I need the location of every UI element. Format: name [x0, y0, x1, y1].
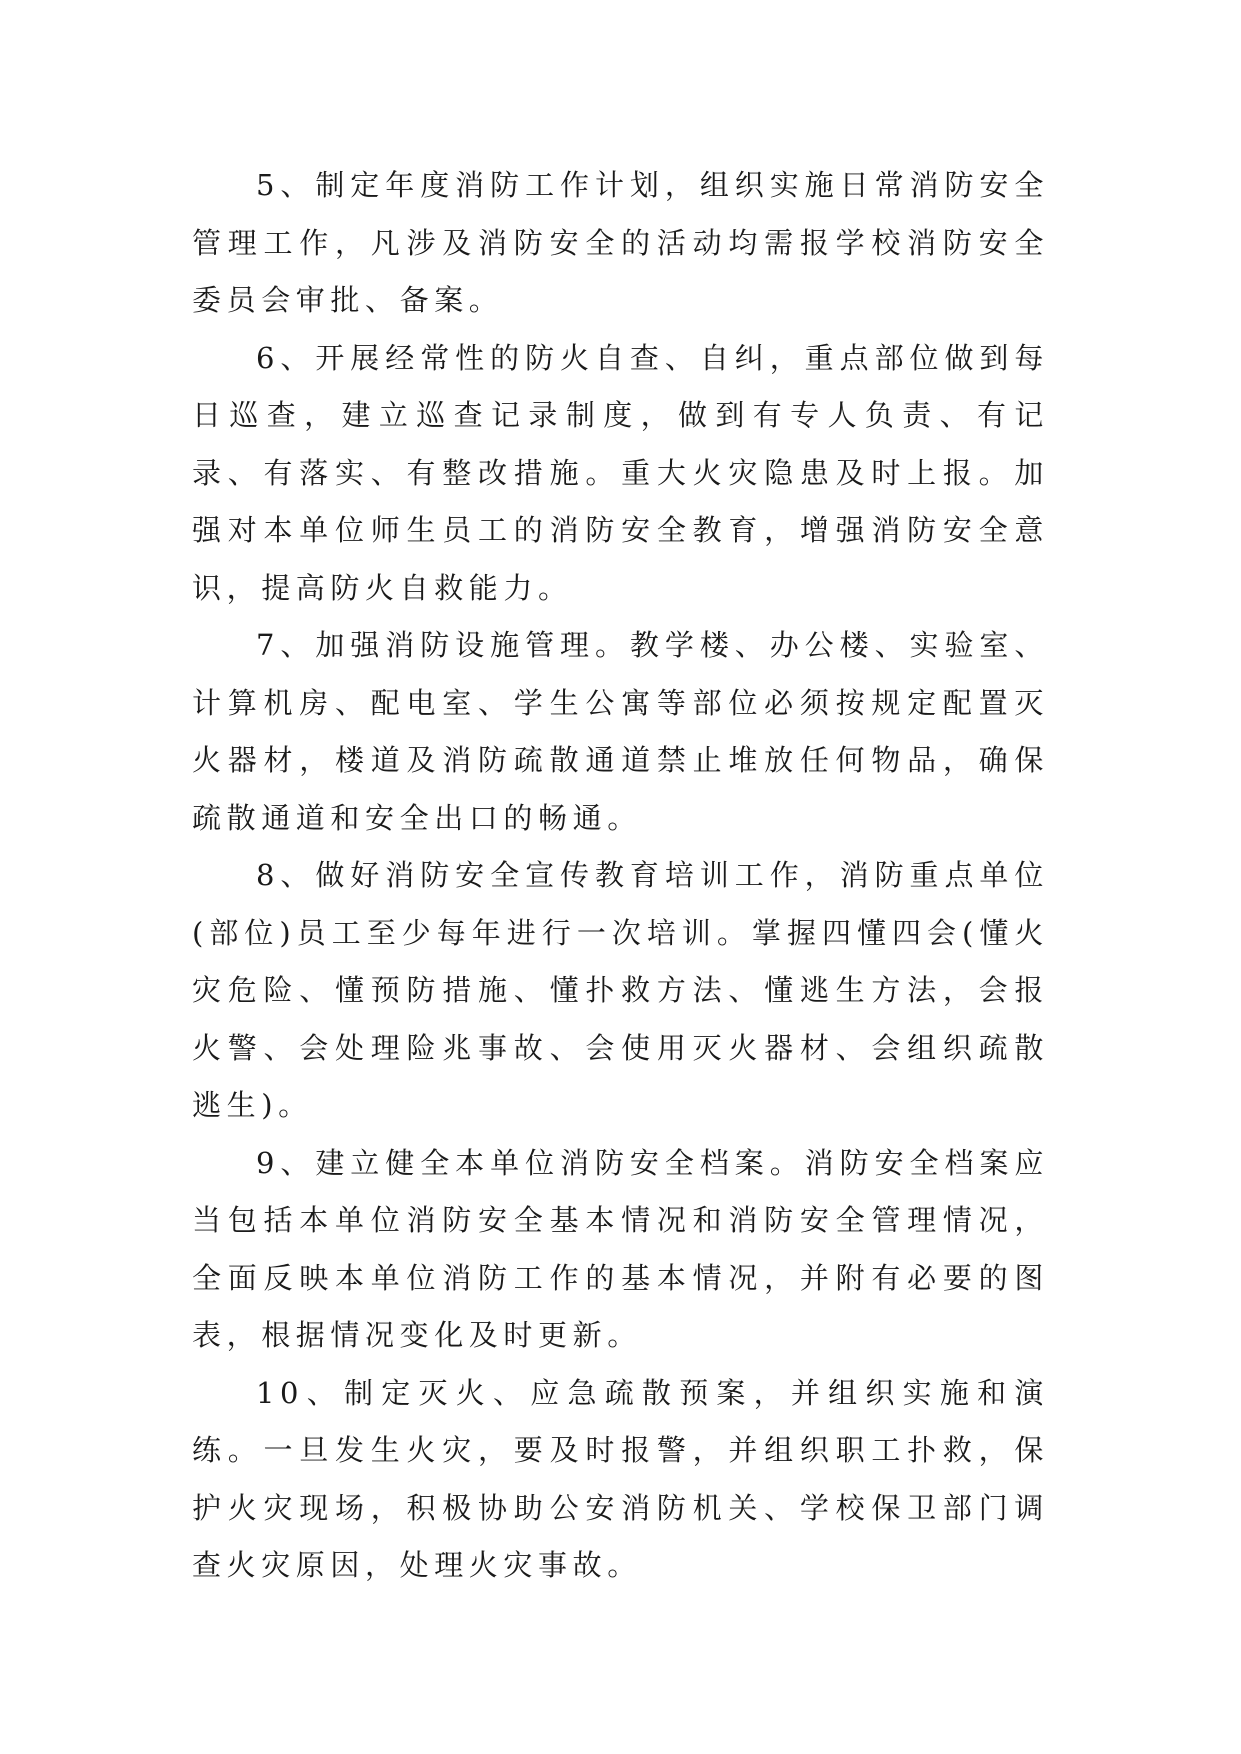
paragraph-item-8: 8、做好消防安全宣传教育培训工作，消防重点单位(部位)员工至少每年进行一次培训。掌握四懂四会(懂火灾危险、懂预防措施、懂扑救方法、懂逃生方法，会报火警、会处理险兆事故、会使用灭火器材、会组织疏散逃生)。: [192, 858, 1049, 1122]
paragraph-item-5: 5、制定年度消防工作计划，组织实施日常消防安全管理工作，凡涉及消防安全的活动均需报学校消防安全委员会审批、备案。: [192, 168, 1049, 317]
paragraph-item-9: 9、建立健全本单位消防安全档案。消防安全档案应当包括本单位消防安全基本情况和消防安全管理情况，全面反映本单位消防工作的基本情况，并附有必要的图表，根据情况变化及时更新。: [192, 1145, 1049, 1352]
paragraph-item-6: 6、开展经常性的防火自查、自纠，重点部位做到每日巡查，建立巡查记录制度，做到有专人负责、有记录、有落实、有整改措施。重大火灾隐患及时上报。加强对本单位师生员工的消防安全教育，增强消防安全意识，提高防火自救能力。: [192, 340, 1049, 605]
paragraph-item-10: 10、制定灭火、应急疏散预案，并组织实施和演练。一旦发生火灾，要及时报警，并组织职工扑救，保护火灾现场，积极协助公安消防机关、学校保卫部门调查火灾原因，处理火灾事故。: [192, 1375, 1049, 1582]
document-page: [192, 157, 1049, 1595]
paragraph-item-7: 7、加强消防设施管理。教学楼、办公楼、实验室、计算机房、配电室、学生公寓等部位必须按规定配置灭火器材，楼道及消防疏散通道禁止堆放任何物品，确保疏散通道和安全出口的畅通。: [192, 628, 1049, 835]
